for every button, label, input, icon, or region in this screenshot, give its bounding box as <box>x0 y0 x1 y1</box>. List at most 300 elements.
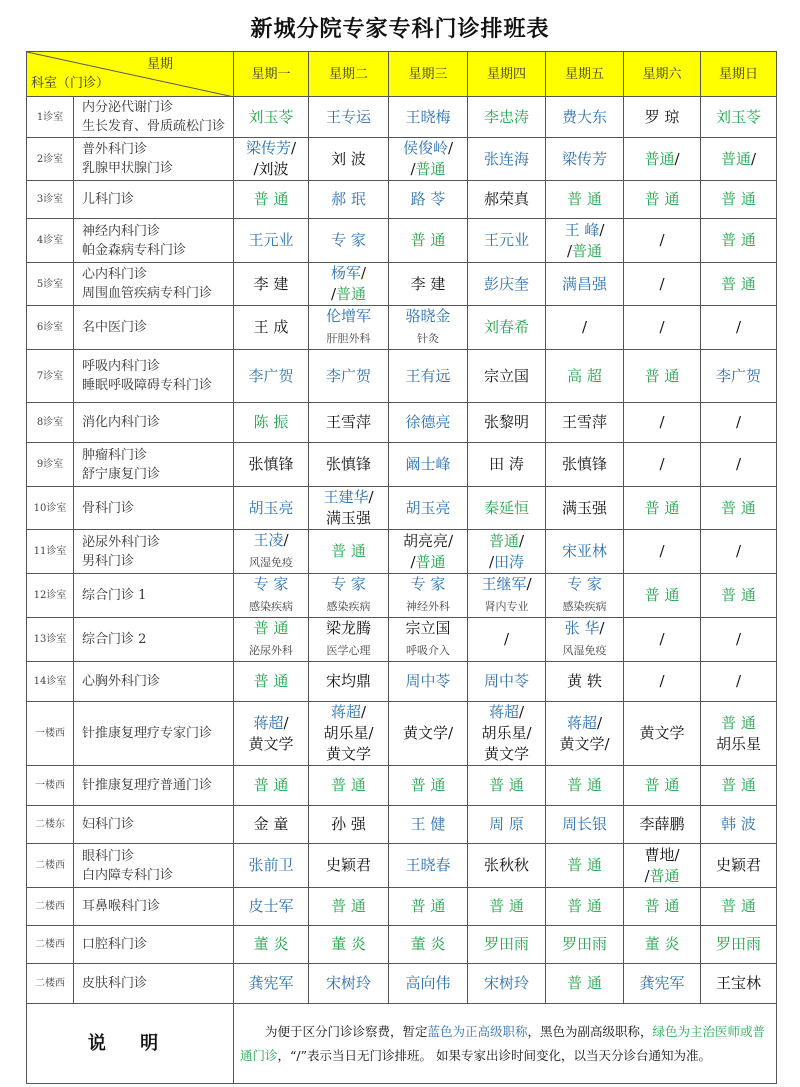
doctor-name: 普 通 <box>644 498 680 517</box>
cell-line <box>546 241 623 262</box>
cell-line <box>701 412 776 433</box>
schedule-cell <box>624 530 701 574</box>
specialty-note: 感染疾病 <box>326 600 371 613</box>
doctor-name: 普 通 <box>410 776 446 794</box>
schedule-cell <box>309 574 389 618</box>
doctor-name: 蒋超 <box>330 703 361 721</box>
schedule-cell <box>468 138 546 181</box>
doctor-name: 黄文学 <box>483 745 529 763</box>
clinic-name-line: 帕金森病专科门诊 <box>82 242 187 258</box>
note-label: 说 明 <box>27 1004 234 1084</box>
note-segment: ，黑色为副高级职称， <box>527 1023 653 1039</box>
cell-line <box>468 189 545 210</box>
clinic-name-line: 综合门诊 2 <box>82 632 147 647</box>
schedule-cell <box>546 702 624 766</box>
doctor-name: / <box>360 703 367 721</box>
cell-line <box>389 595 467 617</box>
schedule-cell <box>389 888 468 926</box>
doctor-name: / <box>283 713 289 732</box>
schedule-cell <box>234 574 309 618</box>
doctor-name: 普 通 <box>410 897 446 915</box>
cell-line <box>389 230 467 251</box>
doctor-name: 陈 振 <box>253 413 289 431</box>
schedule-cell <box>468 97 546 138</box>
schedule-cell <box>701 844 777 888</box>
cell-line <box>624 454 700 475</box>
cell-line <box>546 541 623 562</box>
room-label: 13诊室 <box>27 618 74 662</box>
doctor-name: 普 通 <box>567 776 602 794</box>
doctor-name: / <box>659 630 665 648</box>
doctor-name: 郝 珉 <box>331 190 366 208</box>
schedule-cell <box>546 97 624 138</box>
doctor-name: 徐德亮 <box>405 413 451 431</box>
cell-line <box>468 671 545 692</box>
schedule-cell <box>624 97 701 138</box>
schedule-cell <box>546 219 624 263</box>
doctor-name: 张连海 <box>483 149 529 168</box>
cell-line <box>468 595 545 617</box>
cell-line <box>624 934 700 955</box>
doctor-name: 黄文学 <box>639 724 685 742</box>
schedule-cell <box>546 806 624 844</box>
doctor-name: 蒋超 <box>253 713 284 732</box>
schedule-cell <box>468 443 546 487</box>
cell-line <box>624 274 700 295</box>
cell-line <box>234 934 308 955</box>
room-label: 二楼西 <box>27 926 74 964</box>
doctor-name: 普 通 <box>253 190 289 208</box>
schedule-cell <box>701 926 777 964</box>
schedule-cell <box>546 181 624 219</box>
schedule-cell <box>389 926 468 964</box>
schedule-cell <box>701 403 777 443</box>
cell-line <box>701 541 776 562</box>
cell-line <box>701 274 776 295</box>
specialty-note: 肝胆外科 <box>326 332 371 345</box>
schedule-cell <box>468 766 546 806</box>
schedule-cell <box>234 97 309 138</box>
cell-line <box>546 366 623 387</box>
schedule-cell <box>701 530 777 574</box>
cell-line <box>546 149 623 170</box>
doctor-name: / <box>518 531 525 550</box>
doctor-name: 普 通 <box>644 366 680 385</box>
schedule-cell <box>468 574 546 618</box>
cell-line <box>234 671 308 692</box>
clinic-name-line: 神经内科门诊 <box>82 223 161 239</box>
schedule-cell <box>389 844 468 888</box>
note-segment: 为便于区分门诊诊察费，暂定 <box>265 1023 428 1039</box>
cell-line <box>309 306 388 327</box>
note-row <box>27 1004 777 1084</box>
clinic-name <box>74 662 234 702</box>
doctor-name: / <box>735 542 742 560</box>
cell-line <box>624 845 700 866</box>
schedule-cell <box>701 487 777 530</box>
schedule-cell <box>624 926 701 964</box>
doctor-name: / <box>735 455 742 473</box>
cell-line <box>468 896 545 917</box>
room-label: 10诊室 <box>27 487 74 530</box>
schedule-cell <box>468 844 546 888</box>
doctor-name: 胡玉亮 <box>248 498 294 517</box>
doctor-name: / <box>360 264 367 282</box>
doctor-name: 黄文学/ <box>559 734 610 753</box>
schedule-cell <box>309 181 389 219</box>
doctor-name: 张黎明 <box>483 413 529 431</box>
cell-line <box>234 595 308 617</box>
cell-line <box>624 366 700 387</box>
schedule-cell <box>309 403 389 443</box>
cell-line <box>546 734 623 755</box>
schedule-cell <box>624 702 701 766</box>
doctor-name: 普 通 <box>721 274 756 293</box>
schedule-cell <box>389 97 468 138</box>
cell-line <box>234 230 308 251</box>
doctor-name: 宗立国 <box>483 366 529 385</box>
doctor-name: 普通 <box>644 149 675 168</box>
schedule-cell <box>546 888 624 926</box>
doctor-name: 黄文学 <box>248 734 294 753</box>
cell-line <box>701 230 776 251</box>
specialty-note: 泌尿外科 <box>249 644 293 657</box>
cell-line <box>546 274 623 295</box>
doctor-name: /刘波 <box>253 160 289 178</box>
schedule-cell <box>309 306 389 350</box>
schedule-cell <box>309 844 389 888</box>
doctor-name: 宋亚林 <box>561 542 607 560</box>
clinic-name <box>74 403 234 443</box>
schedule-cell <box>701 766 777 806</box>
schedule-cell <box>389 403 468 443</box>
clinic-name <box>74 350 234 403</box>
doctor-name: 路 苓 <box>410 190 446 208</box>
doctor-name: 满昌强 <box>561 274 607 293</box>
day-header: 星期四 <box>468 52 546 97</box>
doctor-name: 胡玉亮 <box>405 498 451 517</box>
doctor-name: 皮士军 <box>248 897 294 915</box>
doctor-name: 普 通 <box>567 897 602 915</box>
clinic-name-line: 名中医门诊 <box>82 320 148 335</box>
table-row <box>27 926 777 964</box>
cell-line <box>389 306 467 327</box>
doctor-name: / <box>659 413 665 431</box>
clinic-name <box>74 618 234 662</box>
cell-line <box>389 498 467 519</box>
table-row <box>27 530 777 574</box>
cell-line <box>701 107 776 128</box>
note-segment: 绿色为主治医师或普通门诊 <box>240 1023 766 1063</box>
doctor-name: 张前卫 <box>248 856 294 874</box>
doctor-name: / <box>644 866 650 885</box>
cell-line <box>468 629 545 650</box>
clinic-name-line: 针推康复理疗普通门诊 <box>82 778 213 793</box>
schedule-cell <box>234 844 309 888</box>
doctor-name: 周中苓 <box>483 672 529 690</box>
schedule-cell <box>389 662 468 702</box>
cell-line <box>468 107 545 128</box>
day-header: 星期二 <box>309 52 389 97</box>
doctor-name: 普通 <box>649 866 680 885</box>
clinic-name-line: 舒宁康复门诊 <box>82 466 161 482</box>
cell-line <box>234 551 308 573</box>
cell-line <box>389 639 467 661</box>
doctor-name: 刘 波 <box>331 149 366 168</box>
doctor-name: / <box>503 630 510 648</box>
cell-line <box>624 629 700 650</box>
cell-line <box>468 412 545 433</box>
doctor-name: 蒋超 <box>566 713 597 732</box>
specialty-note: 肾内专业 <box>484 600 529 613</box>
cell-line <box>701 775 776 796</box>
doctor-name: 专 家 <box>253 575 289 593</box>
cell-line <box>468 274 545 295</box>
doctor-name: 王元业 <box>483 231 529 249</box>
clinic-name <box>74 138 234 181</box>
cell-line <box>234 713 308 734</box>
doctor-name: 王雪萍 <box>325 413 371 431</box>
doctor-name: / <box>518 703 525 721</box>
clinic-name <box>74 181 234 219</box>
cell-line <box>546 618 623 639</box>
doctor-name: 专 家 <box>567 575 602 593</box>
clinic-name <box>74 888 234 926</box>
schedule-cell <box>701 219 777 263</box>
cell-line <box>309 107 388 128</box>
doctor-name: 史颖君 <box>325 856 371 874</box>
schedule-cell <box>389 306 468 350</box>
schedule-cell <box>624 443 701 487</box>
doctor-name: 王 成 <box>253 318 289 336</box>
schedule-cell <box>234 702 309 766</box>
doctor-name: / <box>735 672 742 690</box>
schedule-cell <box>624 138 701 181</box>
specialty-note: 风湿免疫 <box>249 556 293 569</box>
cell-line <box>309 814 388 835</box>
table-row <box>27 219 777 263</box>
cell-line <box>309 284 388 305</box>
schedule-cell <box>468 263 546 306</box>
cell-line <box>234 412 308 433</box>
cell-line <box>309 454 388 475</box>
schedule-cell <box>546 766 624 806</box>
schedule-cell <box>234 138 309 181</box>
table-row <box>27 702 777 766</box>
cell-line <box>389 671 467 692</box>
room-label: 3诊室 <box>27 181 74 219</box>
doctor-name: / <box>581 318 588 336</box>
cell-line <box>701 973 776 994</box>
cell-line <box>546 671 623 692</box>
schedule-cell <box>468 926 546 964</box>
doctor-name: / <box>330 285 337 303</box>
schedule-cell <box>701 702 777 766</box>
cell-line <box>468 814 545 835</box>
schedule-cell <box>468 618 546 662</box>
table-row <box>27 306 777 350</box>
week-label: 星期 <box>146 57 173 72</box>
doctor-name: 王 健 <box>410 815 446 833</box>
doctor-name: / <box>659 274 665 293</box>
cell-line <box>701 189 776 210</box>
schedule-cell <box>234 403 309 443</box>
schedule-cell <box>389 618 468 662</box>
schedule-cell <box>701 662 777 702</box>
doctor-name: / <box>599 220 605 239</box>
schedule-cell <box>546 263 624 306</box>
room-label: 二楼西 <box>27 844 74 888</box>
schedule-cell <box>624 844 701 888</box>
day-header: 星期三 <box>389 52 468 97</box>
doctor-name: / <box>659 231 665 249</box>
cell-line <box>234 855 308 876</box>
doctor-name: 普 通 <box>253 672 289 690</box>
cell-line <box>701 855 776 876</box>
doctor-name: 黄文学/ <box>402 724 454 742</box>
cell-line <box>546 107 623 128</box>
doctor-name: 普通 <box>336 285 367 303</box>
doctor-name: / <box>566 241 573 260</box>
clinic-name <box>74 487 234 530</box>
doctor-name: 宋树玲 <box>325 974 371 992</box>
schedule-cell <box>701 138 777 181</box>
doctor-name: / <box>596 713 603 732</box>
cell-line <box>234 618 308 639</box>
clinic-name-line: 泌尿外科门诊 <box>82 534 161 550</box>
doctor-name: 胡亮亮/ <box>402 531 454 550</box>
schedule-cell <box>234 806 309 844</box>
doctor-name: / <box>526 575 532 593</box>
cell-line <box>389 189 467 210</box>
doctor-name: / <box>659 318 665 336</box>
doctor-name: 张慎锋 <box>561 455 607 473</box>
cell-line <box>468 973 545 994</box>
table-row <box>27 263 777 306</box>
doctor-name: / <box>283 531 289 549</box>
cell-line <box>309 487 388 508</box>
schedule-cell <box>234 263 309 306</box>
cell-line <box>624 814 700 835</box>
doctor-name: 董 炎 <box>410 935 446 953</box>
cell-line <box>309 366 388 387</box>
doctor-name: 彭庆奎 <box>483 274 529 293</box>
clinic-name-line: 心胸外科门诊 <box>82 674 161 689</box>
doctor-name: 李 建 <box>410 274 446 293</box>
cell-line <box>546 189 623 210</box>
doctor-name: / <box>659 455 665 473</box>
cell-line <box>468 552 545 573</box>
cell-line <box>546 412 623 433</box>
doctor-name: / <box>674 149 680 168</box>
cell-line <box>624 412 700 433</box>
room-label: 二楼东 <box>27 806 74 844</box>
cell-line <box>234 498 308 519</box>
doctor-name: 史颖君 <box>715 856 761 874</box>
schedule-cell <box>389 350 468 403</box>
clinic-name-line: 皮肤科门诊 <box>82 976 148 991</box>
doctor-name: 普 通 <box>721 713 756 732</box>
clinic-name <box>74 702 234 766</box>
cell-line <box>309 775 388 796</box>
doctor-name: 金 童 <box>253 815 289 833</box>
doctor-name: 宗立国 <box>405 619 451 637</box>
doctor-name: 罗田雨 <box>715 935 761 953</box>
dept-label: 科室（门诊） <box>31 76 110 91</box>
cell-line <box>234 814 308 835</box>
doctor-name: 龚宪军 <box>248 974 294 992</box>
schedule-cell <box>624 181 701 219</box>
cell-line <box>468 574 545 595</box>
doctor-name: 胡乐星/ <box>481 724 532 742</box>
schedule-cell <box>389 487 468 530</box>
cell-line <box>234 189 308 210</box>
cell-line <box>309 595 388 617</box>
schedule-cell <box>701 306 777 350</box>
schedule-cell <box>309 263 389 306</box>
doctor-name: / <box>659 672 665 690</box>
schedule-cell <box>468 964 546 1004</box>
cell-line <box>468 744 545 765</box>
cell-line <box>468 531 545 552</box>
note-segment: 蓝色为正高级职称 <box>427 1023 528 1039</box>
doctor-name: 李薛鹏 <box>639 815 685 833</box>
room-label: 一楼西 <box>27 702 74 766</box>
cell-line <box>389 574 467 595</box>
cell-line <box>468 230 545 251</box>
doctor-name: 蒋超 <box>488 703 519 721</box>
cell-line <box>468 723 545 744</box>
room-label: 二楼西 <box>27 964 74 1004</box>
doctor-name: 宋树玲 <box>483 974 529 992</box>
clinic-name-line: 男科门诊 <box>82 553 135 569</box>
schedule-cell <box>468 530 546 574</box>
doctor-name: 满玉强 <box>325 509 371 527</box>
schedule-cell <box>546 618 624 662</box>
doctor-name: 侯俊岭 <box>402 139 448 157</box>
doctor-name: 普 通 <box>721 897 756 915</box>
schedule-cell <box>701 964 777 1004</box>
cell-line <box>309 263 388 284</box>
doctor-name: 刘玉苓 <box>248 107 294 126</box>
clinic-name-line: 生长发育、骨质疏松门诊 <box>82 119 226 134</box>
schedule-cell <box>701 263 777 306</box>
doctor-name: 普 通 <box>644 190 680 208</box>
doctor-name: 梁龙腾 <box>325 619 371 637</box>
schedule-cell <box>701 97 777 138</box>
room-label: 5诊室 <box>27 263 74 306</box>
schedule-cell <box>546 306 624 350</box>
cell-line <box>624 149 700 170</box>
cell-line <box>389 973 467 994</box>
clinic-name <box>74 97 234 138</box>
doctor-name: 普 通 <box>721 586 756 604</box>
doctor-name: 田涛 <box>494 552 525 571</box>
table-row <box>27 618 777 662</box>
cell-line <box>624 230 700 251</box>
cell-line <box>624 775 700 796</box>
cell-line <box>546 574 623 595</box>
doctor-name: 董 炎 <box>253 935 289 953</box>
doctor-name: 罗田雨 <box>483 935 529 953</box>
doctor-name: 普通 <box>488 531 519 550</box>
doctor-name: 普 通 <box>567 856 602 874</box>
room-label: 9诊室 <box>27 443 74 487</box>
schedule-cell <box>546 844 624 888</box>
table-row <box>27 766 777 806</box>
doctor-name: 宋均鼎 <box>325 672 371 690</box>
doctor-name: 普 通 <box>410 231 446 249</box>
